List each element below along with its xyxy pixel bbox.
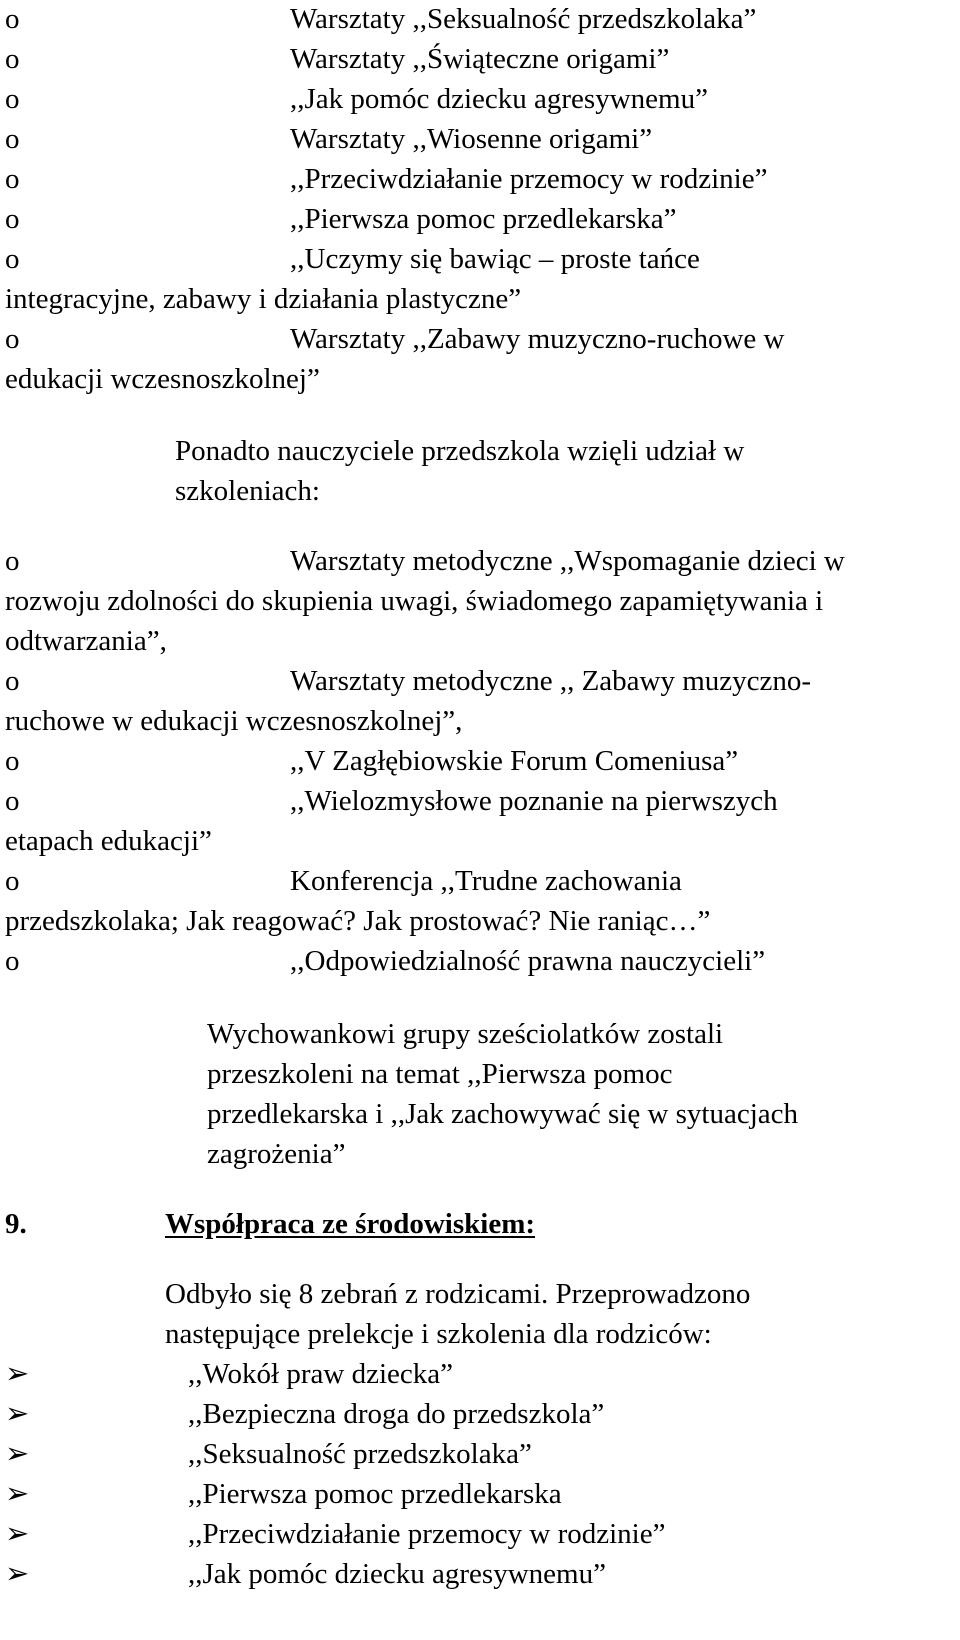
list-item-continuation: edukacji wczesnoszkolnej” (5, 363, 320, 395)
bullet-o: o (5, 203, 20, 235)
list-item: Warsztaty ,,Seksualność przedszkolaka” (290, 3, 757, 35)
list-item: ,,Jak pomóc dziecku agresywnemu” (188, 1558, 606, 1590)
list-item-continuation: rozwoju zdolności do skupienia uwagi, świadomego zapamiętywania i (5, 585, 824, 617)
bullet-o: o (5, 745, 20, 777)
list-item: Warsztaty ,,Zabawy muzyczno-ruchowe w (290, 323, 785, 355)
list-item: Warsztaty ,,Wiosenne origami” (290, 123, 653, 155)
bullet-o: o (5, 163, 20, 195)
list-item: ,,Odpowiedzialność prawna nauczycieli” (290, 945, 766, 977)
list-item: ,,Przeciwdziałanie przemocy w rodzinie” (290, 163, 768, 195)
paragraph-line: szkoleniach: (175, 475, 320, 507)
list-item: Warsztaty ,,Świąteczne origami” (290, 43, 670, 75)
list-item: ,,Jak pomóc dziecku agresywnemu” (290, 83, 708, 115)
list-item: Konferencja ,,Trudne zachowania (290, 865, 682, 897)
list-item-continuation: integracyjne, zabawy i działania plastyczne” (5, 283, 522, 315)
list-item: ,,V Zagłębiowskie Forum Comeniusa” (290, 745, 739, 777)
paragraph-line: Wychowankowi grupy sześciolatków zostali (207, 1018, 724, 1050)
list-item: ,,Pierwsza pomoc przedlekarska (188, 1478, 562, 1510)
bullet-o: o (5, 945, 20, 977)
bullet-o: o (5, 3, 20, 35)
arrow-bullet-icon: ➢ (5, 1518, 30, 1550)
list-item: ,,Przeciwdziałanie przemocy w rodzinie” (188, 1518, 666, 1550)
bullet-o: o (5, 123, 20, 155)
bullet-o: o (5, 43, 20, 75)
bullet-o: o (5, 865, 20, 897)
list-item-continuation: odtwarzania”, (5, 625, 167, 657)
paragraph-line: Ponadto nauczyciele przedszkola wzięli udział w (175, 435, 745, 467)
paragraph-line: przedlekarska i ,,Jak zachowywać się w sytuacjach (207, 1098, 799, 1130)
bullet-o: o (5, 785, 20, 817)
paragraph-line: następujące prelekcje i szkolenia dla rodziców: (165, 1318, 712, 1350)
section-title: Współpraca ze środowiskiem: (165, 1208, 536, 1240)
bullet-o: o (5, 83, 20, 115)
bullet-o: o (5, 545, 20, 577)
list-item: ,,Pierwsza pomoc przedlekarska” (290, 203, 677, 235)
bullet-o: o (5, 665, 20, 697)
list-item: ,,Uczymy się bawiąc – proste tańce (290, 243, 700, 275)
list-item-continuation: ruchowe w edukacji wczesnoszkolnej”, (5, 705, 463, 737)
paragraph-line: zagrożenia” (207, 1138, 346, 1170)
section-number: 9. (5, 1208, 27, 1240)
list-item: ,,Wokół praw dziecka” (188, 1358, 453, 1390)
arrow-bullet-icon: ➢ (5, 1478, 30, 1510)
paragraph-line: przeszkoleni na temat ,,Pierwsza pomoc (207, 1058, 673, 1090)
arrow-bullet-icon: ➢ (5, 1398, 30, 1430)
arrow-bullet-icon: ➢ (5, 1358, 30, 1390)
bullet-o: o (5, 323, 20, 355)
arrow-bullet-icon: ➢ (5, 1438, 30, 1470)
list-item: Warsztaty metodyczne ,,Wspomaganie dzieci w (290, 545, 845, 577)
arrow-bullet-icon: ➢ (5, 1558, 30, 1590)
list-item: ,,Wielozmysłowe poznanie na pierwszych (290, 785, 778, 817)
list-item: Warsztaty metodyczne ,, Zabawy muzyczno- (290, 665, 812, 697)
bullet-o: o (5, 243, 20, 275)
list-item: ,,Bezpieczna droga do przedszkola” (188, 1398, 605, 1430)
paragraph-line: Odbyło się 8 zebrań z rodzicami. Przeprowadzono (165, 1278, 751, 1310)
list-item-continuation: etapach edukacji” (5, 825, 212, 857)
list-item-continuation: przedszkolaka; Jak reagować? Jak prostować? Nie raniąc…” (5, 905, 711, 937)
list-item: ,,Seksualność przedszkolaka” (188, 1438, 532, 1470)
